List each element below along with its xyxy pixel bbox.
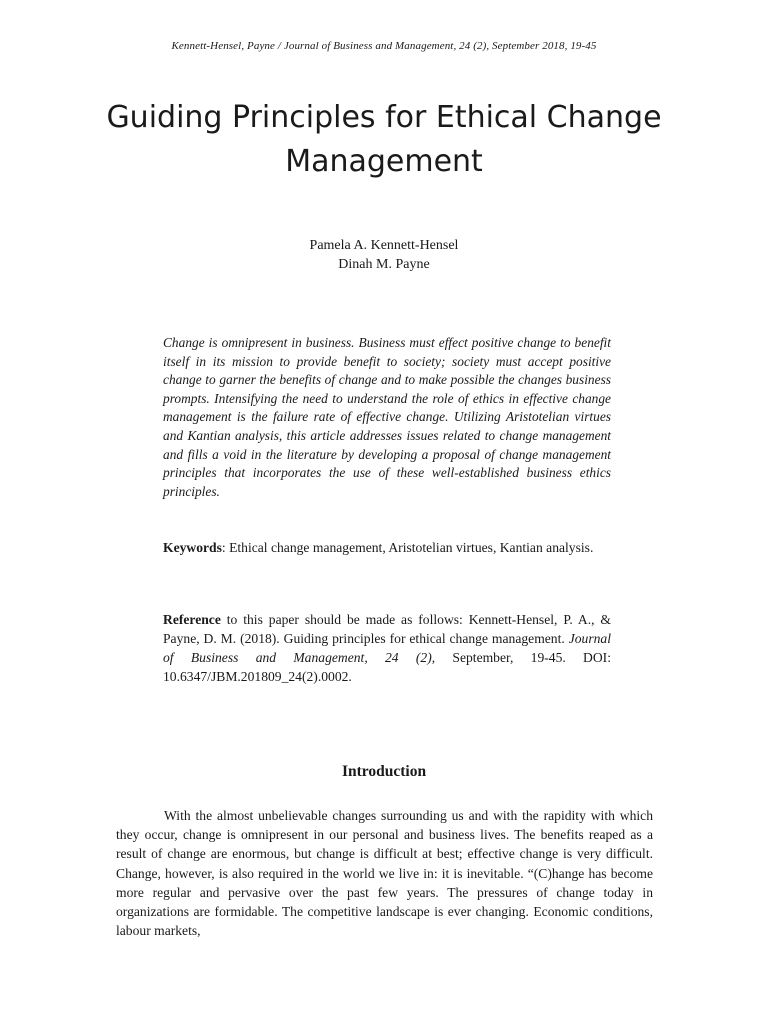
section-heading-introduction: Introduction: [341, 763, 427, 780]
introduction-paragraph: With the almost unbelievable changes surrounding us and with the rapidity with which they occur, change is omnipresent in our personal and business lives. The benefits reaped as a result of change are enormous, but change is difficult at best; effective change is very difficult. Change, however, is also required in the world we live in: it is inevitable. “(C)hange has become more regular and pervasive over the past few years. The pressures of change today in organizations are formidable. The competitive landscape is ever changing. Economic conditions, labour markets,: [116, 808, 653, 939]
abstract: Change is omnipresent in business. Business must effect positive change to benefit itself in its mission to provide benefit to society; society must accept positive change to garner the benefits of change and to make possible the changes business prompts. Intensifying the need to understand the role of ethics in effective change management is the failure rate of effective change. Utilizing Aristotelian virtues and Kantian analysis, this article addresses issues related to change management and fills a void in the literature by developing a proposal of change management principles that incorporates the use of these well-established business ethics principles.: [163, 335, 611, 499]
running-header: Kennett-Hensel, Payne / Journal of Business and Management, 24 (2), September 2018, 19-45: [171, 40, 597, 52]
reference-note: [163, 610, 611, 686]
reference-text-end: , September, 19-45. DOI: 10.6347/JBM.201809_24(2).0002.: [163, 650, 611, 684]
keywords-text: : Ethical change management, Aristotelian virtues, Kantian analysis.: [221, 540, 594, 555]
author-name: Pamela A. Kennett-Hensel: [309, 238, 459, 253]
reference-label: Reference: [163, 612, 221, 627]
keywords: [163, 538, 611, 557]
paper-title: Guiding Principles for Ethical Change Management: [106, 100, 662, 179]
author-name: Dinah M. Payne: [338, 257, 430, 272]
reference-text: to this paper should be made as follows: Kennett-Hensel, P. A., & Payne, D. M. (2018). Guiding principles for ethical change management.: [163, 612, 611, 646]
author-list: [0, 236, 768, 274]
reference-journal: Journal of Business and Management, 24 (2): [163, 631, 611, 665]
keywords-label: Keywords: [163, 540, 222, 555]
